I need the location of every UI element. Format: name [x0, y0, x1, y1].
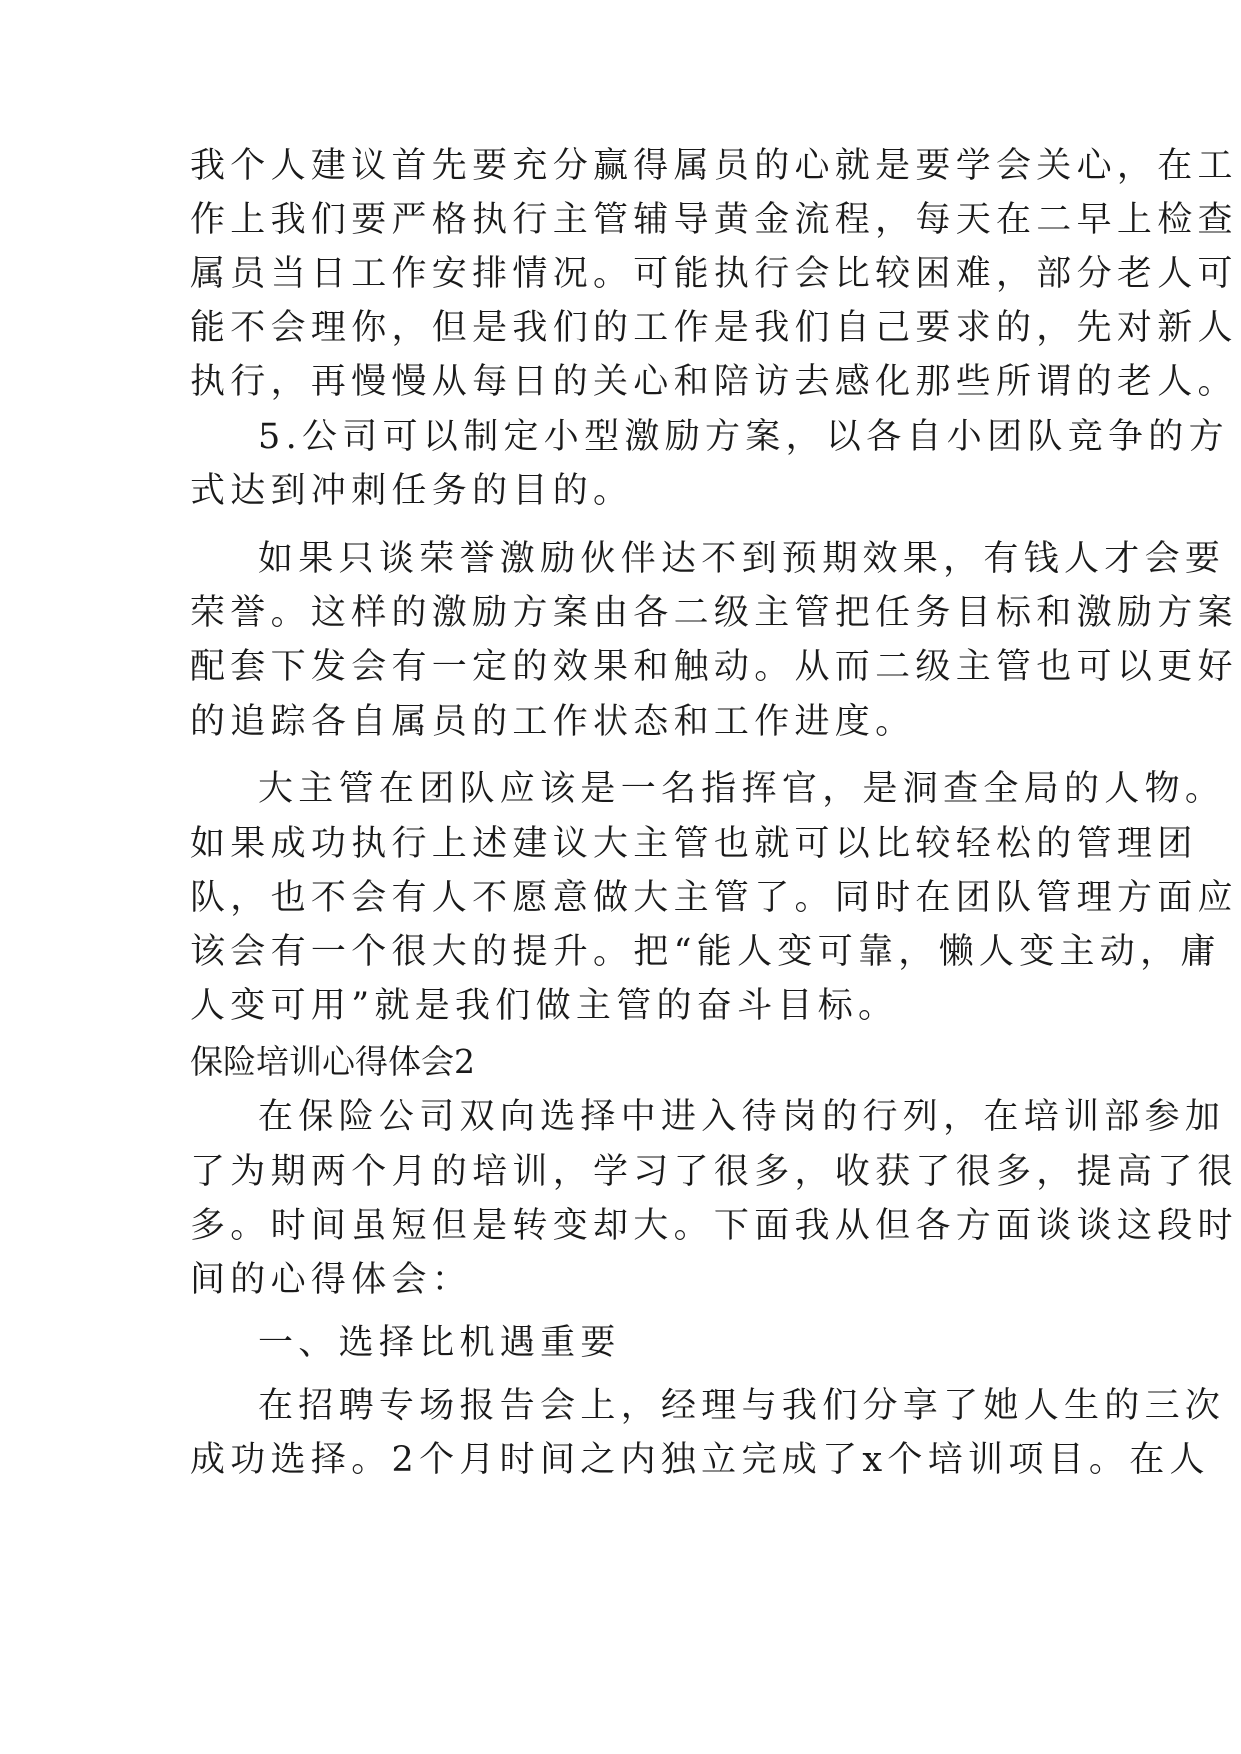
text-line: 我个人建议首先要充分赢得属员的心就是要学会关心，在工 — [190, 146, 1238, 186]
text-line: 的追踪各自属员的工作状态和工作进度。 — [190, 702, 916, 742]
text-line: 属员当日工作安排情况。可能执行会比较困难，部分老人可 — [190, 254, 1238, 294]
text-line: 能不会理你，但是我们的工作是我们自己要求的，先对新人 — [190, 308, 1238, 348]
text-line: 如果只谈荣誉激励伙伴达不到预期效果，有钱人才会要 — [258, 539, 1226, 579]
subheading: 一、选择比机遇重要 — [258, 1323, 621, 1363]
section-heading: 保险培训心得体会2 — [190, 1042, 475, 1081]
text-line: 在保险公司双向选择中进入待岗的行列，在培训部参加 — [258, 1097, 1226, 1137]
text-line: 间的心得体会： — [190, 1260, 473, 1300]
text-line: 荣誉。这样的激励方案由各二级主管把任务目标和激励方案 — [190, 593, 1238, 633]
text-line: 执行，再慢慢从每日的关心和陪访去感化那些所谓的老人。 — [190, 362, 1238, 402]
text-line: 如果成功执行上述建议大主管也就可以比较轻松的管理团 — [190, 824, 1198, 864]
text-line: 在招聘专场报告会上，经理与我们分享了她人生的三次 — [258, 1386, 1226, 1426]
text-line: 式达到冲刺任务的目的。 — [190, 471, 634, 511]
text-line: 人变可用”就是我们做主管的奋斗目标。 — [190, 986, 899, 1026]
text-line: 作上我们要严格执行主管辅导黄金流程，每天在二早上检查 — [190, 200, 1238, 240]
text-line: 成功选择。2个月时间之内独立完成了x个培训项目。在人 — [190, 1440, 1210, 1480]
text-line: 该会有一个很大的提升。把“能人变可靠，懒人变主动，庸 — [190, 932, 1221, 972]
text-line: 队，也不会有人不愿意做大主管了。同时在团队管理方面应 — [190, 878, 1238, 918]
text-line: 多。时间虽短但是转变却大。下面我从但各方面谈谈这段时 — [190, 1206, 1238, 1246]
text-line: 大主管在团队应该是一名指挥官，是洞查全局的人物。 — [258, 769, 1226, 809]
text-line: 5.公司可以制定小型激励方案，以各自小团队竞争的方 — [258, 417, 1229, 457]
text-line: 了为期两个月的培训，学习了很多，收获了很多，提高了很 — [190, 1152, 1238, 1192]
text-line: 配套下发会有一定的效果和触动。从而二级主管也可以更好 — [190, 647, 1238, 687]
